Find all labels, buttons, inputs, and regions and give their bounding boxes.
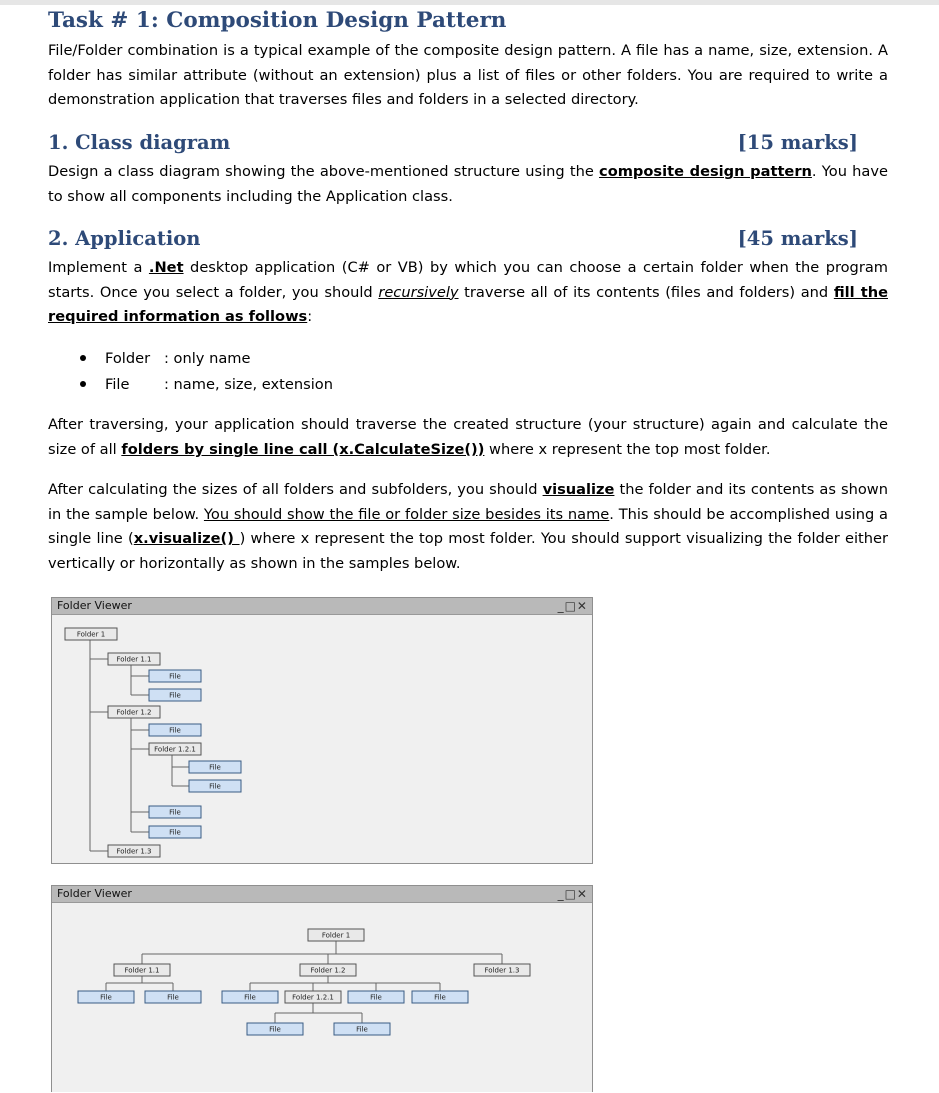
section1-paragraph [48,160,888,209]
node-label: File [100,993,112,1002]
node-label: File [370,993,382,1002]
node-label: File [169,828,181,837]
window-title: Folder Viewer [57,599,132,612]
bullet-key: Folder [105,350,151,367]
section1-title: 1. Class diagram [48,131,231,154]
node-label: Folder 1.2.1 [292,993,334,1002]
p1-c: traverse all of its contents (files and folders) and [458,283,834,301]
node-label: File [169,691,181,700]
node-label: File [269,1025,281,1034]
section2-paragraph3 [48,478,888,577]
s1-text-a: Design a class diagram showing the above-mentioned structure using the [48,163,600,180]
w2-folder-node[interactable] [114,964,170,976]
tree-nodes [65,628,241,857]
window-controls[interactable]: _□✕ [557,887,588,901]
bullet-dot [80,381,86,387]
node-label: File [434,993,446,1002]
w1-folder-node[interactable] [65,628,117,640]
p3-c: . This should be accomplished using a single line ( [48,505,888,548]
p3-b: the folder and its contents as shown in the sample below. [48,481,888,523]
intro-paragraph: File/Folder combination is a typical example of the composite design pattern. A file has a name, size, extension. A folder has similar attribute (without an extension) plus a list of files or other folders. You are required to write a demonstration application that traverses files and folders in a selected directory. [48,42,888,109]
p3-visualize: visualize [542,481,615,498]
w1-file-node[interactable] [189,780,241,792]
node-label: File [167,993,179,1002]
p1-recursively: recursively [378,283,459,301]
p3-a: After calculating the sizes of all folders and subfolders, you should [48,481,543,498]
p1-fill-required: fill the required information as follows [48,283,888,326]
w1-file-node[interactable] [149,689,201,701]
w1-file-node[interactable] [149,806,201,818]
p2-a: After traversing, your application should traverse the created structure (your structure) again and calculate the size of all [48,416,888,458]
w1-file-node[interactable] [149,670,201,682]
node-label: Folder 1 [321,931,351,940]
w2-file-node[interactable] [412,991,468,1003]
s1-text-b: . You have to show all components including the Application class. [48,163,888,205]
node-label: Folder 1.2.1 [154,745,196,754]
node-label: File [244,993,256,1002]
w2-file-node[interactable] [145,991,201,1003]
w1-folder-node[interactable] [108,706,160,718]
w2-file-node[interactable] [348,991,404,1003]
node-label: File [209,782,221,791]
node-label: Folder 1 [76,630,106,639]
task-title: Task # 1: Composition Design Pattern [48,8,507,33]
p3-d: ) where x represent the top most folder. You should support visualizing the folder either vertically or horizontally as shown in the samples below. [48,530,888,573]
w2-file-node[interactable] [78,991,134,1003]
bullet-value: : only name [164,350,251,367]
section2-paragraph2 [48,413,888,462]
page-top-rule [0,0,939,5]
w2-file-node[interactable] [247,1023,303,1035]
bullet-value: : name, size, extension [164,376,333,393]
node-label: Folder 1.2 [310,966,346,975]
section1-heading [48,131,858,154]
p3-show-size: You should show the file or folder size besides its name [203,505,610,523]
folder-viewer-horizontal-window [51,885,593,1092]
folder-viewer-vertical-window [51,597,593,864]
node-label: Folder 1.2 [116,708,152,717]
vertical-tree [52,615,592,863]
node-label: File [356,1025,368,1034]
p2-calc-size: folders by single line call (x.CalculateSize()) [121,440,485,458]
section1-marks: [15 marks] [737,131,858,154]
w1-folder-node[interactable] [149,743,201,755]
p1-a: Implement a [48,259,149,276]
w1-file-node[interactable] [149,724,201,736]
w2-folder-node[interactable] [285,991,341,1003]
w1-folder-node[interactable] [108,653,160,665]
section2-heading [48,227,858,250]
node-label: File [169,672,181,681]
node-label: Folder 1.3 [484,966,520,975]
p2-b: where x represent the top most folder. [484,440,771,458]
p1-d: : [307,308,313,326]
section2-paragraph1 [48,256,888,330]
section2-title: 2. Application [48,227,201,250]
node-label: File [169,726,181,735]
section2-marks: [45 marks] [737,227,858,250]
node-label: Folder 1.3 [116,847,152,856]
w2-folder-node[interactable] [308,929,364,941]
title-bar [52,886,592,903]
title-bar [52,598,592,615]
p3-visualize-call: x.visualize() [133,530,240,548]
w2-folder-node[interactable] [300,964,356,976]
window-controls[interactable]: _□✕ [557,599,588,613]
w2-file-node[interactable] [222,991,278,1003]
tree-nodes [78,929,530,1035]
tree-connectors [106,941,502,1023]
w1-file-node[interactable] [149,826,201,838]
w1-file-node[interactable] [189,761,241,773]
bullet-dot [80,355,86,361]
bullet-key: File [105,376,130,393]
w2-folder-node[interactable] [474,964,530,976]
w2-file-node[interactable] [334,1023,390,1035]
p1-net: .Net [148,259,184,276]
node-label: File [209,763,221,772]
node-label: Folder 1.1 [124,966,160,975]
w1-folder-node[interactable] [108,845,160,857]
node-label: File [169,808,181,817]
window-title: Folder Viewer [57,887,132,900]
s1-composite-link: composite design pattern [599,163,812,180]
horizontal-tree [52,903,592,1093]
node-label: Folder 1.1 [116,655,152,664]
p1-b: desktop application (C# or VB) by which you can choose a certain folder when the program starts. Once you select a folder, you should [48,259,888,301]
